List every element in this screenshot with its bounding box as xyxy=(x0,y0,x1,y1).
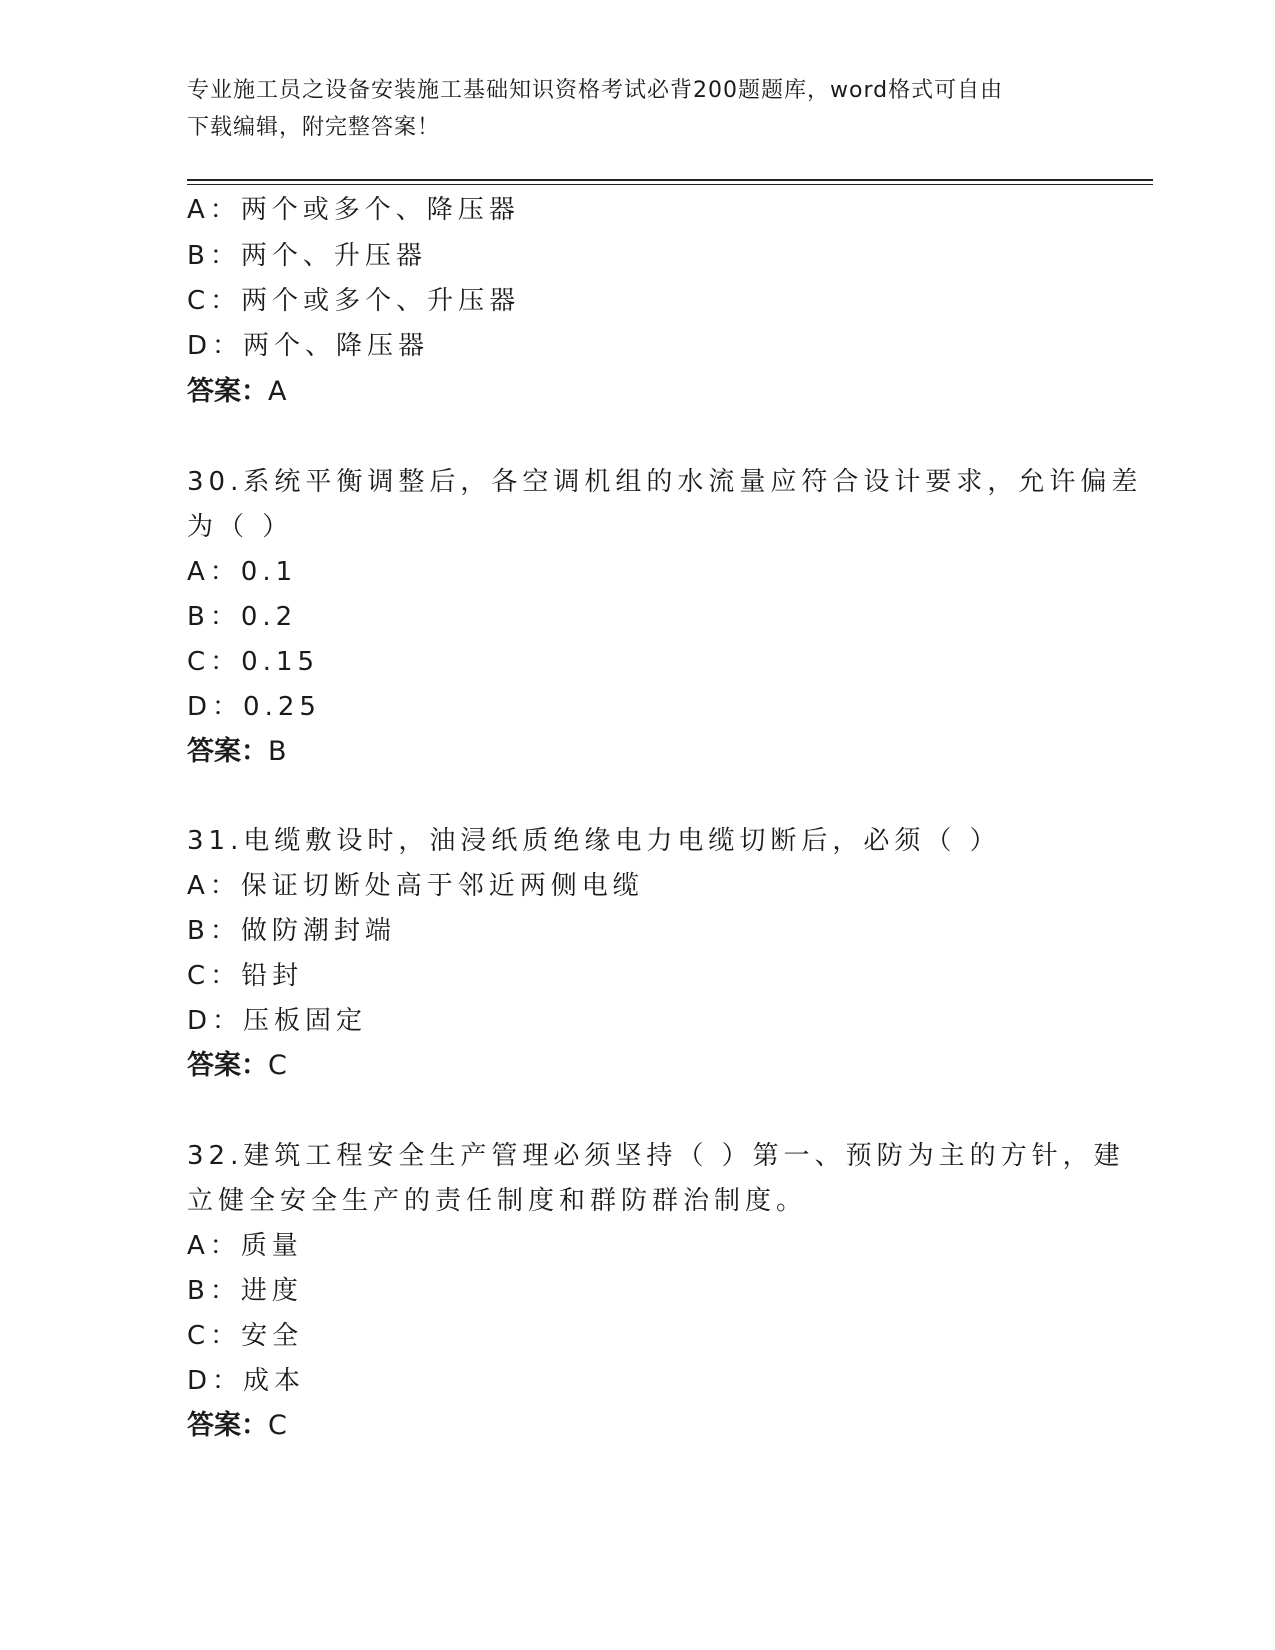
q31-answer-label: 答案： xyxy=(187,1050,268,1081)
q31-answer-value: C xyxy=(268,1050,287,1081)
q31-option-c: C：铅封 xyxy=(187,961,304,991)
q32-option-a: A：质量 xyxy=(187,1231,303,1261)
q30-option-b: B：0.2 xyxy=(187,602,298,632)
q32-option-d: D：成本 xyxy=(187,1366,306,1396)
document-header xyxy=(187,72,1087,146)
q30-answer xyxy=(187,736,287,768)
q29-option-b: B：两个、升压器 xyxy=(187,241,427,271)
q32-answer-label: 答案： xyxy=(187,1410,268,1441)
q30-stem-line-2: 为（ ） xyxy=(187,512,294,542)
q32-stem-line-1: 32.建筑工程安全生产管理必须坚持（ ）第一、预防为主的方针，建 xyxy=(187,1141,1125,1171)
q29-answer-label: 答案： xyxy=(187,376,268,407)
q32-option-c: C：安全 xyxy=(187,1321,304,1351)
q29-option-a: A：两个或多个、降压器 xyxy=(187,195,520,225)
q32-option-b: B：进度 xyxy=(187,1276,303,1306)
header-line-1: 专业施工员之设备安装施工基础知识资格考试必背200题题库，word格式可自由 xyxy=(187,78,1004,103)
q31-answer xyxy=(187,1050,287,1082)
q31-option-b: B：做防潮封端 xyxy=(187,916,396,946)
q32-answer-value: C xyxy=(268,1410,287,1441)
q29-answer-value: A xyxy=(268,376,287,407)
header-line-2: 下载编辑，附完整答案！ xyxy=(187,115,441,140)
q29-option-d: D：两个、降压器 xyxy=(187,331,430,361)
q31-option-d: D：压板固定 xyxy=(187,1006,368,1036)
q29-answer xyxy=(187,376,286,408)
q30-answer-label: 答案： xyxy=(187,736,268,767)
q30-option-d: D：0.25 xyxy=(187,692,321,722)
q30-option-a: A：0.1 xyxy=(187,557,298,587)
header-divider-thin xyxy=(187,184,1153,185)
header-divider-thick xyxy=(187,179,1153,181)
q30-answer-value: B xyxy=(268,736,287,767)
q32-stem-line-2: 立健全安全生产的责任制度和群防群治制度。 xyxy=(187,1186,808,1216)
q31-stem-line-1: 31.电缆敷设时，油浸纸质绝缘电力电缆切断后，必须（ ） xyxy=(187,826,1001,856)
q31-option-a: A：保证切断处高于邻近两侧电缆 xyxy=(187,871,644,901)
q29-option-c: C：两个或多个、升压器 xyxy=(187,286,521,316)
q30-option-c: C：0.15 xyxy=(187,647,320,677)
q30-stem-line-1: 30.系统平衡调整后，各空调机组的水流量应符合设计要求，允许偏差 xyxy=(187,467,1143,497)
q32-answer xyxy=(187,1410,287,1442)
